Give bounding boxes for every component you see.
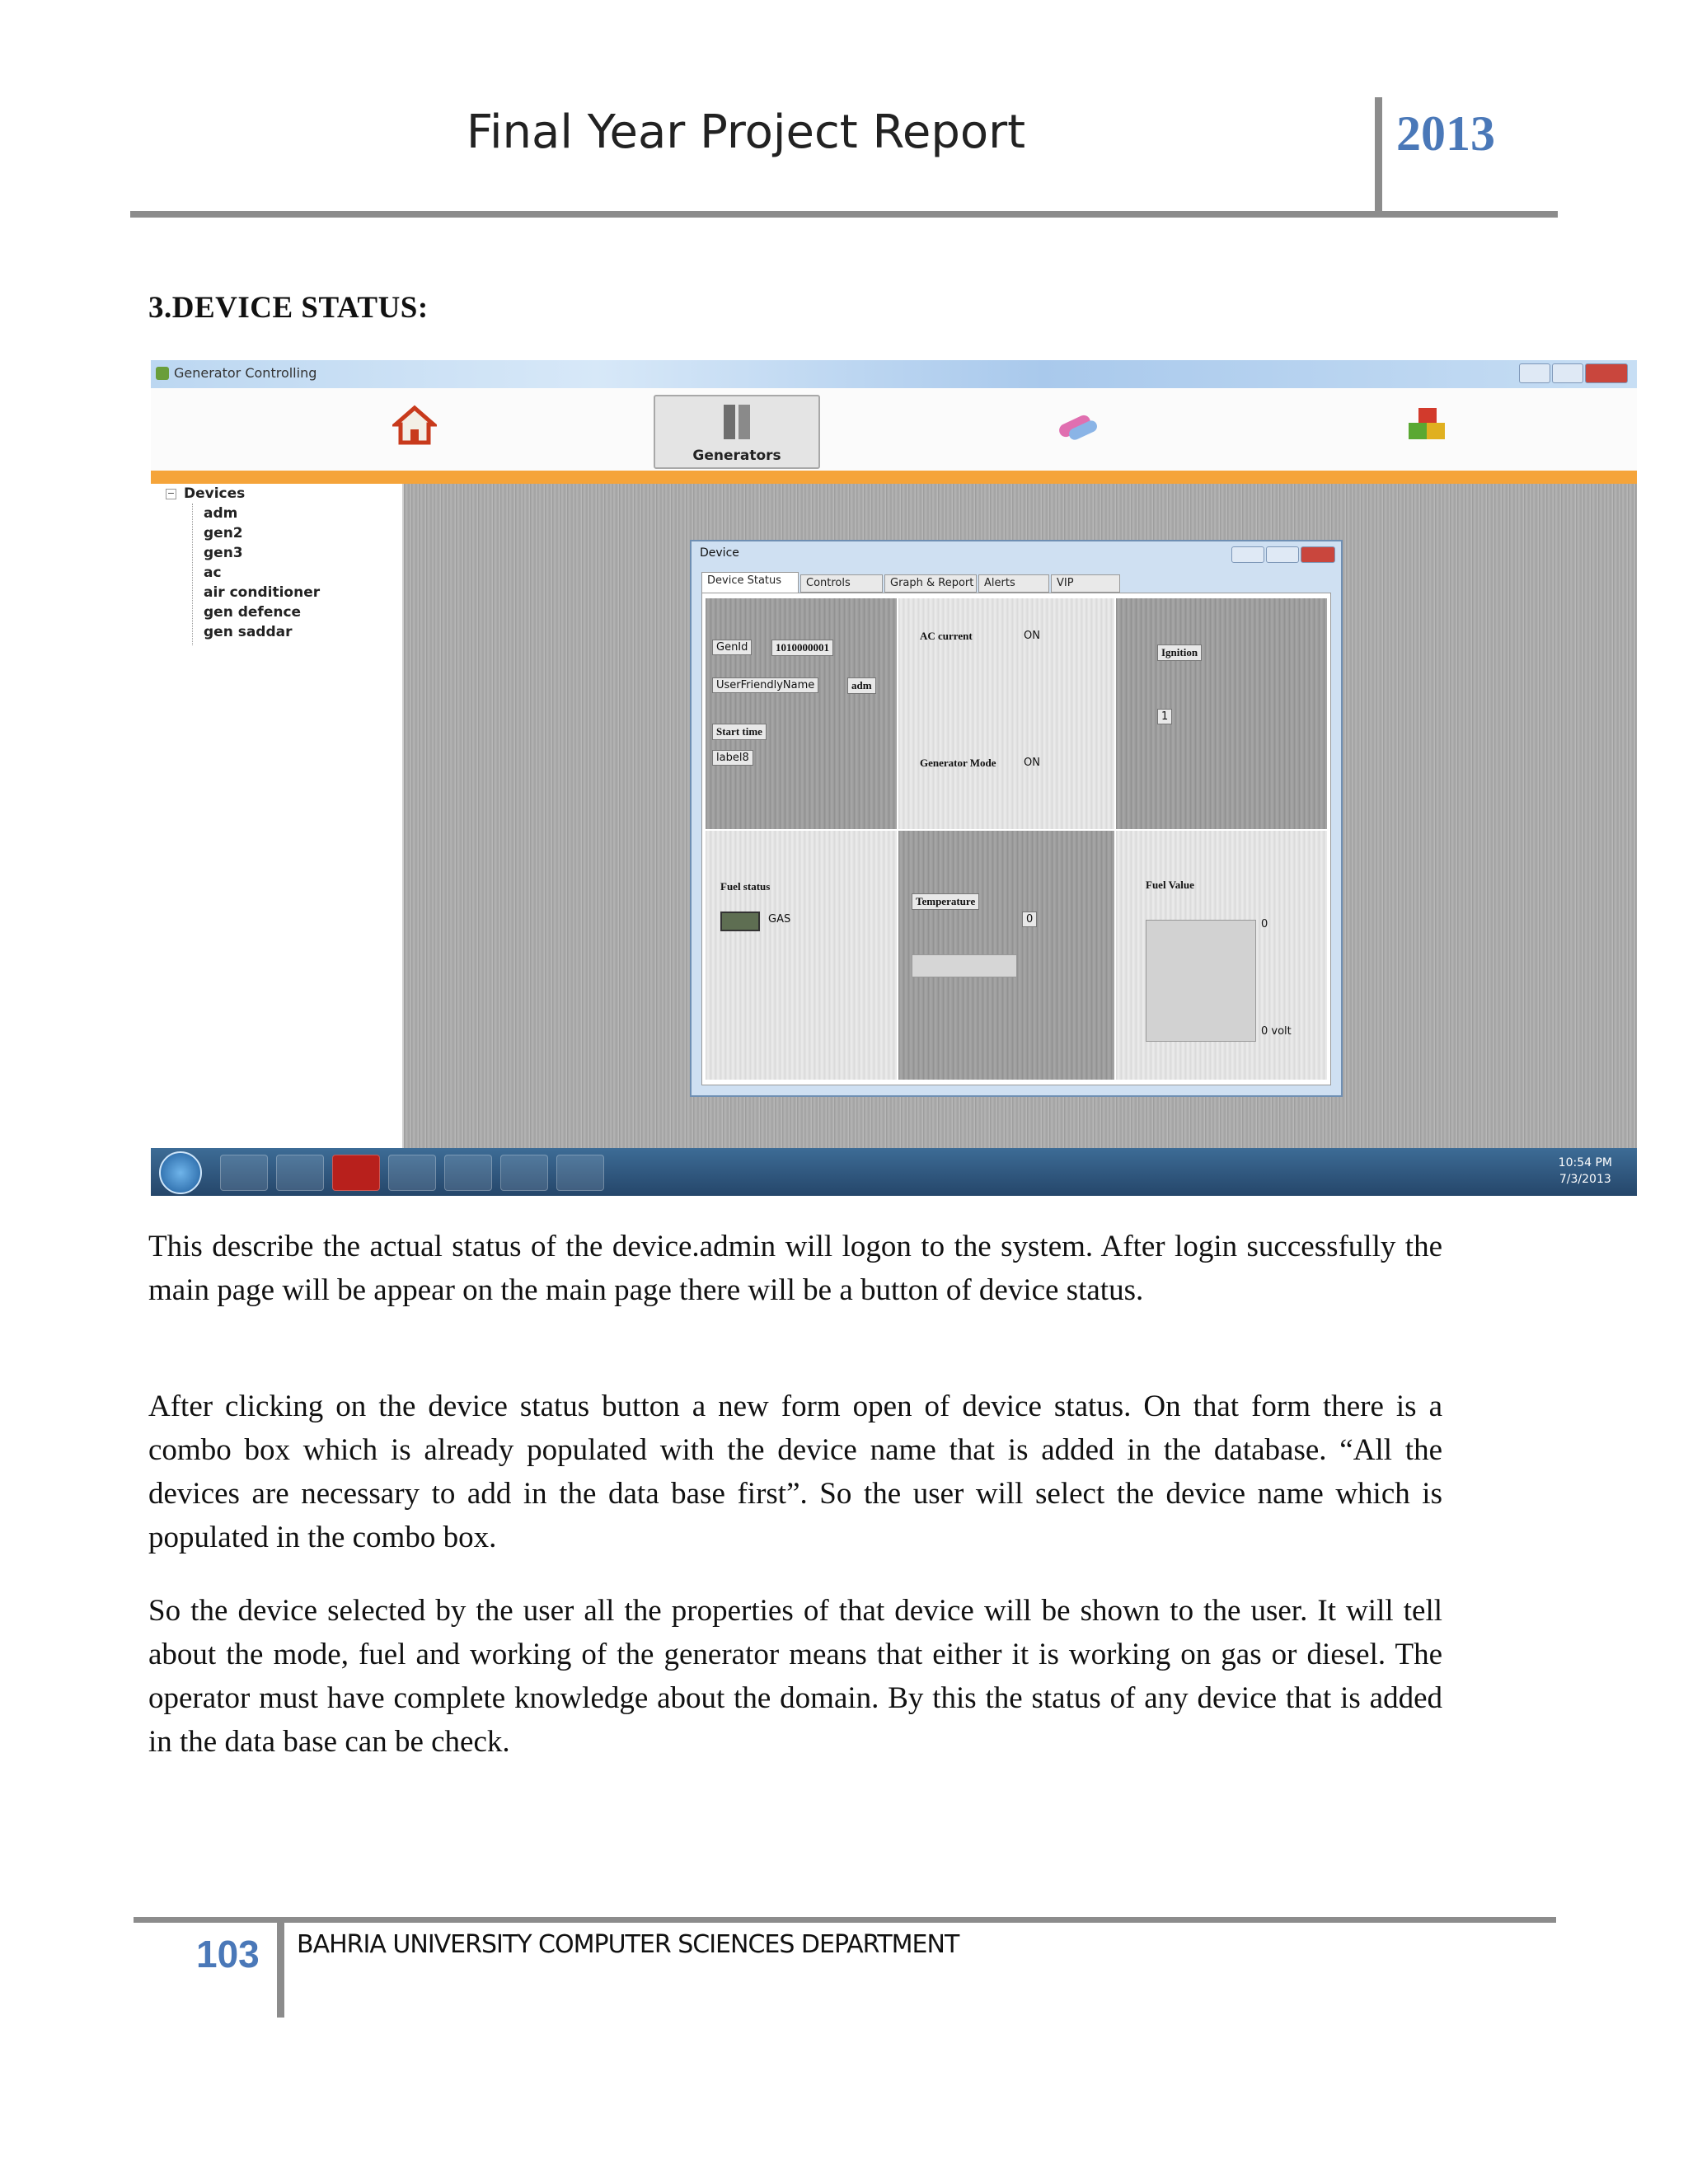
- fuel-gauge: [1146, 920, 1256, 1042]
- tree-item-air-conditioner[interactable]: air conditioner: [204, 584, 321, 601]
- start-button[interactable]: [159, 1151, 202, 1194]
- explorer-taskbar-icon[interactable]: [220, 1155, 268, 1191]
- word-taskbar-icon[interactable]: [276, 1155, 324, 1191]
- fuel-status-value: GAS: [768, 913, 791, 926]
- start-time-label: Start time: [712, 724, 767, 740]
- window-titlebar: [151, 360, 1637, 388]
- tree-item-adm[interactable]: adm: [204, 505, 238, 522]
- tree-item-gen3[interactable]: gen3: [204, 545, 243, 561]
- server-icon: [720, 401, 753, 443]
- tree-item-ac[interactable]: ac: [204, 565, 222, 581]
- temperature-label: Temperature: [912, 893, 979, 910]
- ignition-panel: [1116, 598, 1327, 829]
- tab-vip[interactable]: VIP: [1051, 574, 1120, 593]
- page-number: 103: [196, 1933, 260, 1975]
- clock-time: 10:54 PM: [1558, 1156, 1612, 1169]
- toolbar-accent-strip: [151, 471, 1637, 484]
- temperature-panel: [898, 831, 1114, 1080]
- genid-value: 1010000001: [771, 640, 833, 656]
- footer-department: BAHRIA UNIVERSITY COMPUTER SCIENCES DEPARTMENT: [297, 1930, 959, 1959]
- fuel-value-max: 0: [1261, 918, 1268, 930]
- office-taskbar-icon[interactable]: [500, 1155, 548, 1191]
- fuel-indicator-icon: [720, 912, 760, 931]
- dialog-tabs: [701, 574, 1328, 593]
- fuel-value-panel: [1116, 831, 1327, 1080]
- fuel-status-panel: [706, 831, 897, 1080]
- ac-panel: [898, 598, 1114, 829]
- tree-item-gen-defence[interactable]: gen defence: [204, 604, 302, 621]
- device-dialog: [690, 540, 1343, 1097]
- fuel-value-label: Fuel Value: [1146, 879, 1194, 891]
- app-screenshot: [151, 360, 1637, 1196]
- ac-current-value: ON: [1024, 630, 1040, 642]
- generators-label: Generators: [692, 448, 781, 464]
- pdf-taskbar-icon[interactable]: [332, 1155, 380, 1191]
- footer-divider: [277, 1920, 284, 2018]
- section-heading: 3.DEVICE STATUS:: [148, 291, 429, 325]
- pills-icon: [1053, 405, 1103, 446]
- windows-taskbar: [151, 1148, 1637, 1196]
- home-icon: [392, 405, 437, 446]
- tree-item-gen-saddar[interactable]: gen saddar: [204, 624, 293, 640]
- generator-mode-label: Generator Mode: [920, 757, 996, 769]
- system-clock[interactable]: [1559, 1155, 1612, 1188]
- paragraph-2: After clicking on the device status button a new form open of device status. On that form there is a combo box which is already populated with the device name that is added in the database. “All the devices are necessary to add in the data base first”. So the user will select the device name which is populated in the combo box.: [148, 1390, 1442, 1554]
- maximize-button[interactable]: [1552, 363, 1583, 383]
- ignition-label: Ignition: [1157, 644, 1202, 661]
- header-divider: [1375, 97, 1382, 214]
- temperature-progress-bar: [912, 954, 1017, 977]
- app-icon: [156, 367, 169, 380]
- identity-panel: [706, 598, 897, 829]
- paragraph-3: So the device selected by the user all the properties of that device will be shown to the user. It will tell about the mode, fuel and working of the generator means that either it is working on gas or diesel. The operator must have complete knowledge about the domain. By this the status of any device that is added in the data base can be check.: [148, 1594, 1442, 1759]
- header-rule: [130, 211, 1558, 218]
- ignition-value: 1: [1157, 709, 1172, 724]
- dialog-title: Device: [700, 546, 739, 560]
- window-title: Generator Controlling: [174, 365, 317, 381]
- genid-label: GenId: [712, 640, 752, 655]
- tree-root-devices[interactable]: Devices: [184, 485, 246, 502]
- footer-rule: [134, 1917, 1556, 1923]
- minimize-button[interactable]: [1519, 363, 1550, 383]
- fuel-value-min: 0 volt: [1261, 1025, 1292, 1038]
- generator-mode-value: ON: [1024, 757, 1040, 769]
- powerpoint-taskbar-icon[interactable]: [388, 1155, 436, 1191]
- cubes-icon: [1405, 405, 1451, 446]
- paragraph-1: This describe the actual status of the device.admin will logon to the system. After login successfully the main page will be appear on the main page there will be a button of device status.: [148, 1230, 1442, 1307]
- generators-button[interactable]: [654, 395, 820, 469]
- tab-graph-report[interactable]: Graph & Report: [884, 574, 977, 593]
- device-status-panel: [701, 593, 1331, 1085]
- device-tree[interactable]: [151, 484, 404, 1148]
- close-button[interactable]: [1585, 363, 1628, 383]
- clock-date: 7/3/2013: [1559, 1173, 1611, 1186]
- paint-taskbar-icon[interactable]: [556, 1155, 604, 1191]
- tab-controls[interactable]: Controls: [800, 574, 883, 593]
- user-friendly-name-value: adm: [847, 677, 876, 694]
- tree-connector: [192, 504, 194, 645]
- ac-current-label: AC current: [920, 630, 973, 642]
- dialog-maximize-button[interactable]: [1266, 546, 1299, 563]
- page-header-year: 2013: [1396, 106, 1495, 161]
- start-time-value: label8: [712, 750, 753, 766]
- app-taskbar-icon[interactable]: [444, 1155, 492, 1191]
- fuel-status-label: Fuel status: [720, 880, 771, 893]
- temperature-value: 0: [1022, 912, 1037, 927]
- tab-device-status[interactable]: Device Status: [701, 572, 799, 593]
- dialog-close-button[interactable]: [1301, 546, 1335, 563]
- page-header-title: Final Year Project Report: [466, 105, 1026, 159]
- tab-alerts[interactable]: Alerts: [978, 574, 1049, 593]
- user-friendly-name-label: UserFriendlyName: [712, 677, 818, 693]
- dialog-minimize-button[interactable]: [1231, 546, 1264, 563]
- tree-item-gen2[interactable]: gen2: [204, 525, 243, 541]
- collapse-icon[interactable]: −: [166, 488, 176, 499]
